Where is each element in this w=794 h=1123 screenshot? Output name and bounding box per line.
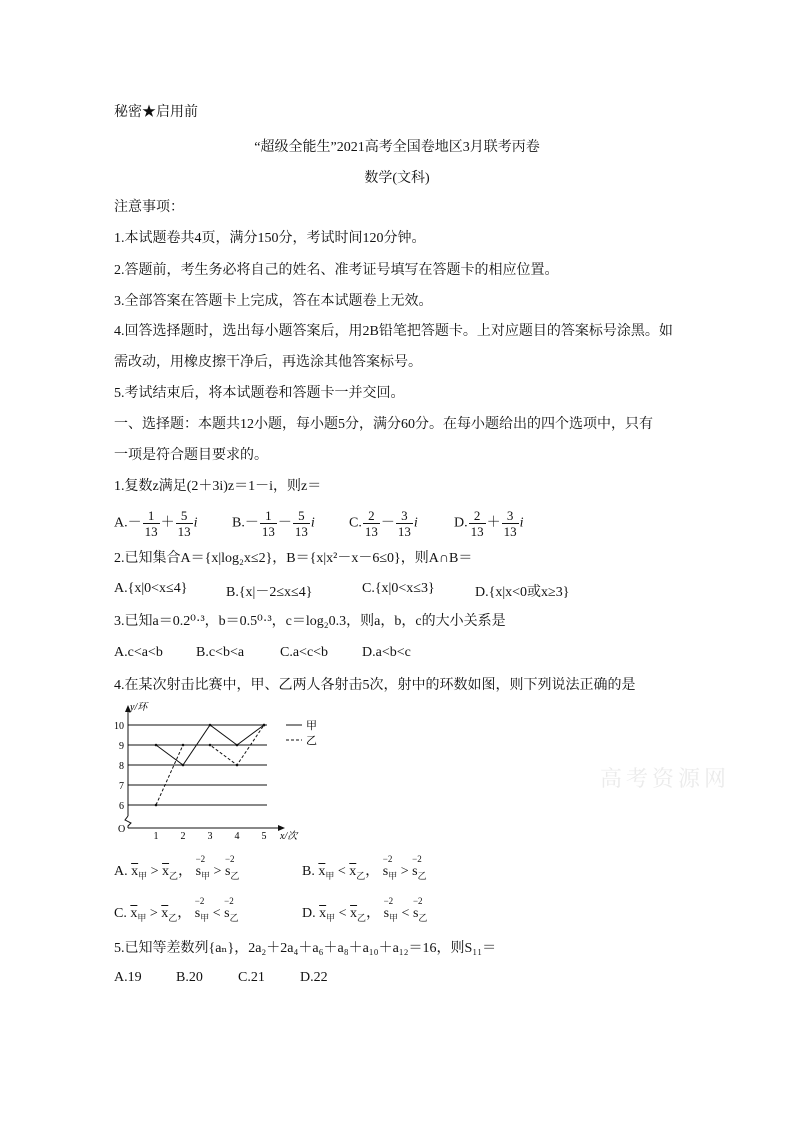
- watermark: 高考资源网: [600, 767, 731, 792]
- y-axis-label: y/环: [130, 702, 148, 713]
- note-item: 需改动，用橡皮擦干净后，再选涂其他答案标号。: [114, 355, 422, 370]
- y-tick-label: 6: [119, 801, 124, 812]
- x-tick-label: 5: [261, 831, 267, 840]
- data-point: [182, 764, 185, 767]
- y-axis-break: [125, 816, 131, 828]
- question-5-stem: 5.已知等差数列{aₙ}，2a₂＋2a₄＋a₆＋a₈＋a₁₀＋a₁₂＝16，则S₁₁＝: [114, 941, 497, 956]
- data-point: [236, 764, 239, 767]
- y-tick-label: 9: [119, 741, 124, 752]
- q1-option-c: C. $\frac{2}{13}$ － $\frac{3}{13}$ i: [349, 508, 418, 539]
- data-point: [236, 744, 239, 747]
- q3-option-c: C.a<c<b: [280, 645, 329, 660]
- question-4-stem: 4.在某次射击比赛中，甲、乙两人各射击5次，射中的环数如图，则下列说法正确的是: [114, 678, 636, 693]
- secret-label: 秘密★启用前: [114, 105, 198, 120]
- x-tick-label: 2: [180, 831, 186, 840]
- shooting-line-chart: [110, 700, 330, 840]
- legend-label: 甲: [306, 720, 317, 732]
- notes-heading: 注意事项：: [114, 200, 184, 215]
- legend-label: 乙: [306, 735, 317, 747]
- note-item: 4.回答选择题时，选出每小题答案后，用2B铅笔把答题卡。上对应题目的答案标号涂黑。如: [114, 324, 673, 339]
- section-heading: 一、选择题：本题共12小题，每小题5分，满分60分。在每小题给出的四个选项中，只有: [114, 417, 653, 432]
- exam-title: “超级全能生”2021高考全国卷地区3月联考丙卷: [254, 140, 540, 155]
- q3-option-a: A.c<a<b: [114, 645, 163, 660]
- q2-option-b: B.{x|－2≤x≤4}: [226, 585, 313, 600]
- question-3-stem: 3.已知a＝0.2⁰·³，b＝0.5⁰·³，c＝log₂0.3，则a，b，c的大小关系是: [114, 614, 506, 629]
- note-item: 2.答题前，考生务必将自己的姓名、准考证号填写在答题卡的相应位置。: [114, 263, 559, 278]
- x-axis-label: x/次: [280, 831, 298, 840]
- note-item: 5.考试结束后，将本试题卷和答题卡一并交回。: [114, 386, 405, 401]
- note-item: 3.全部答案在答题卡上完成，答在本试题卷上无效。: [114, 294, 433, 309]
- section-heading-cont: 一项是符合题目要求的。: [114, 448, 268, 463]
- q5-option-d: D.22: [300, 970, 328, 985]
- x-tick-label: 4: [234, 831, 240, 840]
- q1-option-a: A.－ $\frac{1}{13}$ ＋ $\frac{5}{13}$ i: [114, 508, 198, 539]
- data-point: [155, 804, 158, 807]
- q4-option-c: C. $\overline{x}_甲 > \overline{x}_乙$， −2 $s_甲$ < −2 $s_乙$: [114, 896, 239, 923]
- y-tick-label: 7: [119, 781, 124, 792]
- note-item: 1.本试题卷共4页，满分150分，考试时间120分钟。: [114, 231, 426, 246]
- q2-option-c: C.{x|0<x≤3}: [362, 581, 435, 596]
- q5-option-b: B.20: [176, 970, 203, 985]
- x-tick-label: 1: [153, 831, 159, 840]
- data-point: [155, 744, 158, 747]
- q4-option-b: B. $\overline{x}_甲 < \overline{x}_乙$， −2 $s_甲$ > −2 $s_乙$: [302, 854, 427, 881]
- q3-option-b: B.c<b<a: [196, 645, 245, 660]
- origin-label: O: [118, 824, 126, 835]
- q5-option-a: A.19: [114, 970, 142, 985]
- y-tick-label: 8: [119, 761, 124, 772]
- exam-subject: 数学(文科): [364, 171, 430, 186]
- q4-option-d: D. $\overline{x}_甲 < \overline{x}_乙$， −2 $s_甲$ < −2 $s_乙$: [302, 896, 428, 923]
- q2-option-d: D.{x|x<0或x≥3}: [475, 585, 570, 600]
- y-tick-label: 10: [114, 721, 124, 732]
- q1-option-d: D. $\frac{2}{13}$ ＋ $\frac{3}{13}$ i: [454, 508, 524, 539]
- data-point: [182, 744, 185, 747]
- q4-option-a: A. $\overline{x}_甲 > \overline{x}_乙$， −2 $s_甲$ > −2 $s_乙$: [114, 854, 240, 881]
- q1-option-b: B.－ $\frac{1}{13}$ － $\frac{5}{13}$ i: [232, 508, 315, 539]
- x-tick-label: 3: [207, 831, 213, 840]
- question-1-stem: 1.复数z满足(2＋3i)z＝1－i，则z＝: [114, 479, 322, 494]
- q3-option-d: D.a<b<c: [362, 645, 411, 660]
- data-point: [209, 724, 212, 727]
- q2-option-a: A.{x|0<x≤4}: [114, 581, 188, 596]
- question-2-stem: 2.已知集合A＝{x|log₂x≤2}，B＝{x|x²－x－6≤0}，则A∩B＝: [114, 551, 473, 566]
- q5-option-c: C.21: [238, 970, 265, 985]
- data-point: [209, 744, 212, 747]
- data-point: [263, 724, 266, 727]
